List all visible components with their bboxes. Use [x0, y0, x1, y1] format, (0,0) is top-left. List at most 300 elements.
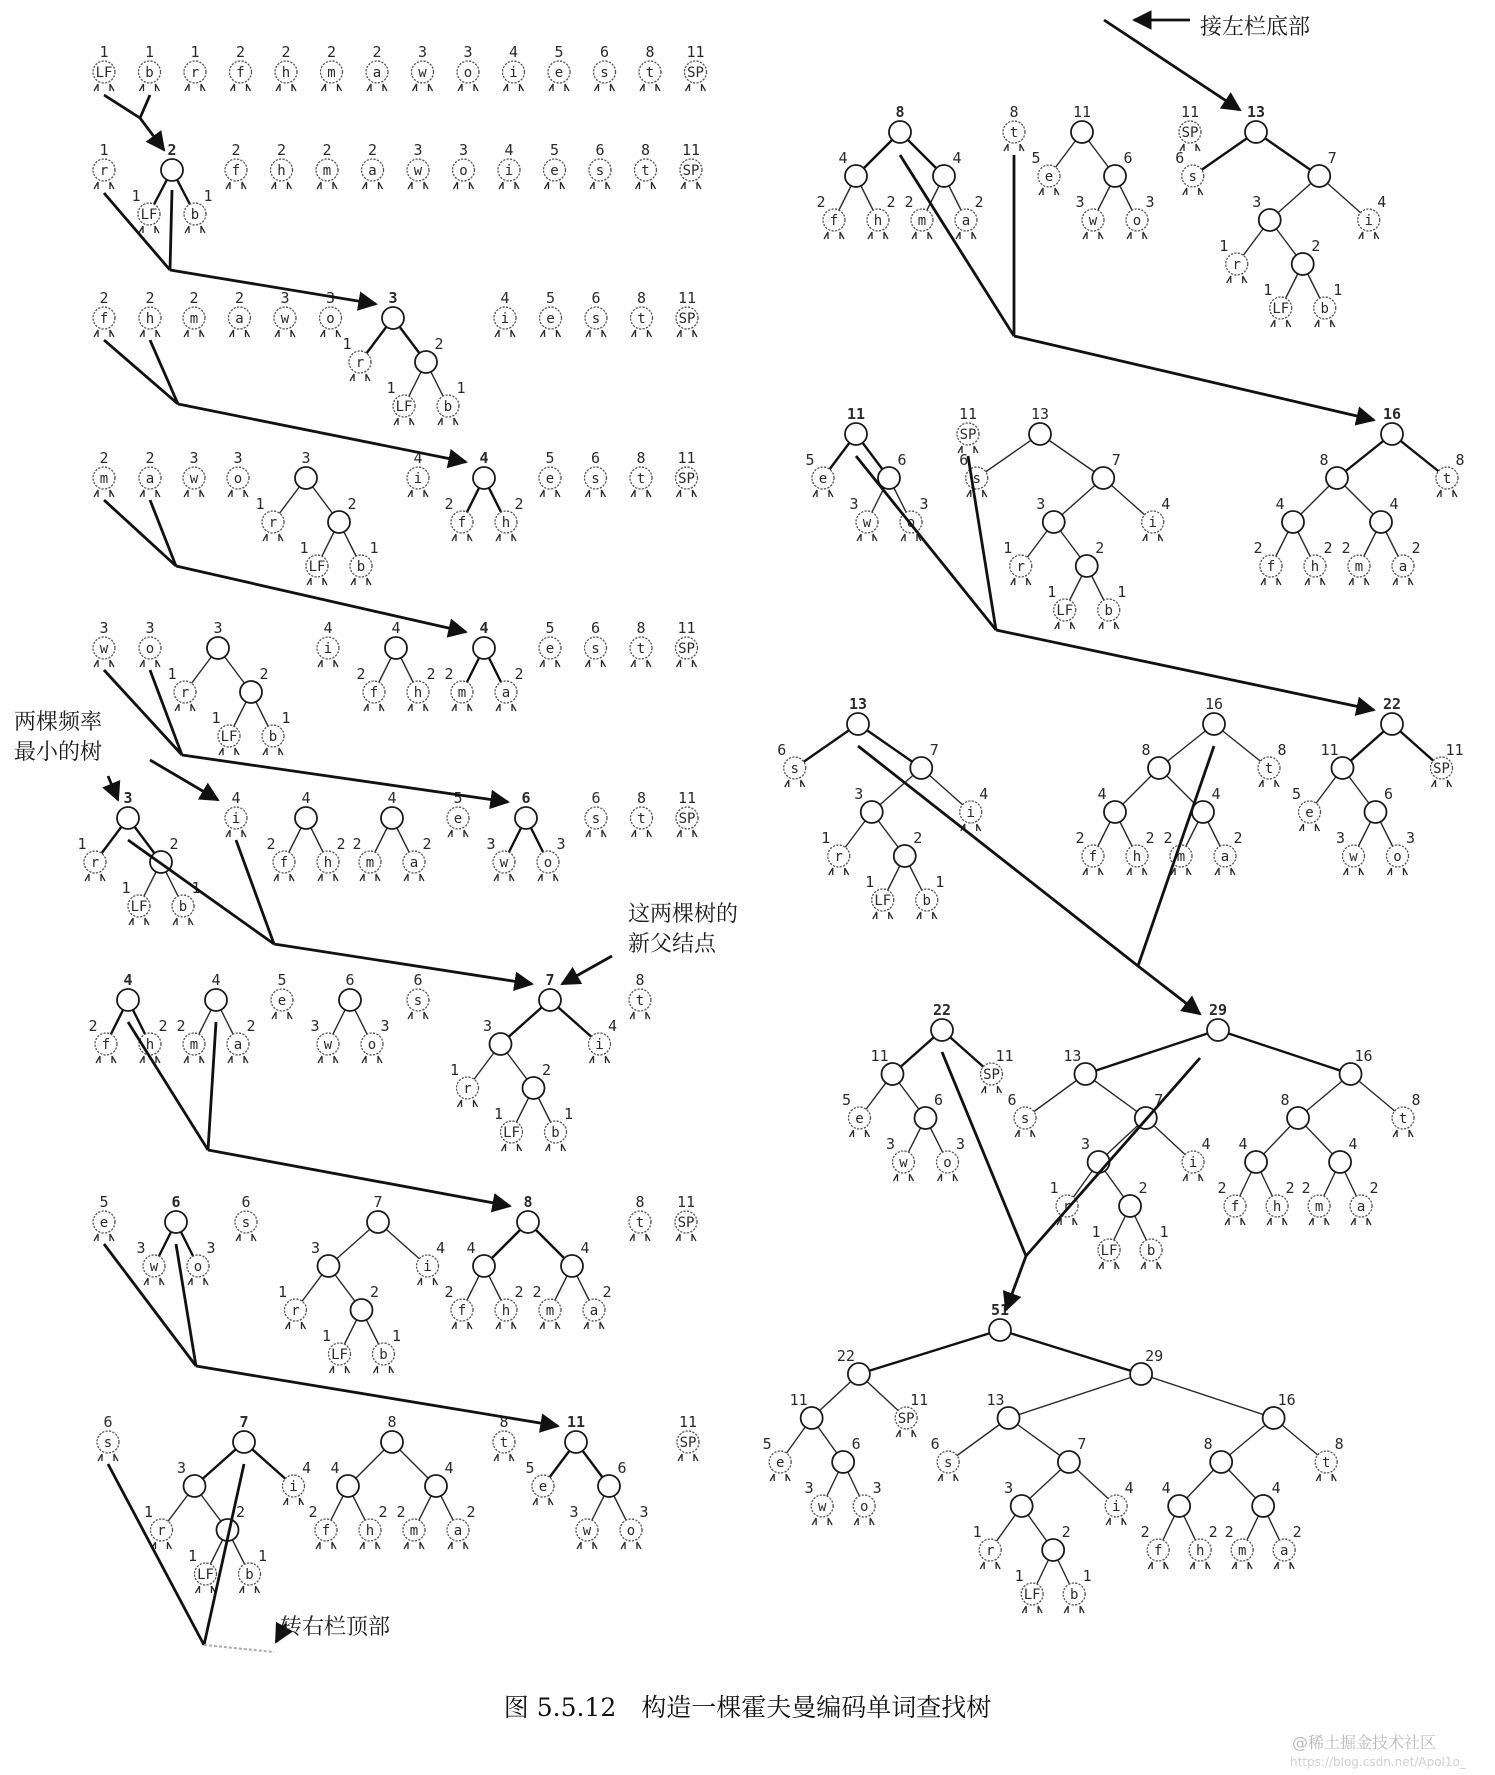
leaf-tail — [364, 704, 384, 711]
weight-label: 16 — [1382, 405, 1402, 423]
internal-node — [1252, 1495, 1274, 1517]
leaf-tail — [94, 490, 114, 497]
weight-label: 2 — [1138, 1179, 1148, 1197]
weight-label: 2 — [372, 43, 382, 61]
weight-label: 2 — [322, 141, 332, 159]
weight-label: 6 — [413, 971, 423, 989]
leaf-tail — [631, 490, 651, 497]
weight-label: 4 — [607, 1017, 618, 1035]
symbol-label: a — [453, 1523, 463, 1539]
merge-arrow-step7 — [208, 1022, 216, 1150]
weight-label: 2 — [1369, 1179, 1379, 1197]
symbol-label: r — [291, 1303, 300, 1319]
leaf-tail — [374, 1366, 394, 1373]
weight-label: 16 — [1354, 1047, 1373, 1065]
weight-label: 11 — [1445, 741, 1464, 759]
symbol-label: r — [463, 1081, 472, 1097]
weight-label: 2 — [1217, 1179, 1227, 1197]
weight-label: 3 — [206, 1239, 216, 1257]
symbol-label: a — [368, 163, 377, 179]
weight-label: 4 — [1348, 1135, 1358, 1153]
leaf-tail — [408, 704, 428, 711]
symbol-label: SP — [959, 427, 977, 443]
weight-label: 5 — [453, 789, 463, 807]
weight-label: 3 — [310, 1239, 321, 1257]
internal-node — [184, 1475, 206, 1497]
symbol-label: t — [1321, 1455, 1331, 1471]
leaf-tail — [140, 660, 160, 667]
weight-label: 4 — [979, 785, 989, 803]
weight-label: 8 — [895, 103, 905, 121]
weight-label: 2 — [378, 1503, 388, 1521]
internal-node — [339, 989, 361, 1011]
symbol-label: e — [855, 1111, 864, 1127]
tree-edge — [859, 1330, 1000, 1374]
leaf-tail — [1106, 1518, 1126, 1525]
leaf-tail — [184, 330, 204, 337]
weight-label: 11 — [846, 405, 866, 423]
symbol-label: w — [1088, 213, 1098, 229]
leaf-tail — [351, 578, 371, 585]
symbol-label: f — [457, 515, 467, 531]
leaf-tail — [1183, 188, 1203, 195]
internal-node — [117, 807, 139, 829]
internal-node — [915, 1107, 937, 1129]
leaf-tail — [226, 182, 246, 189]
leaf-tail — [586, 830, 606, 837]
pointer-new-parent — [562, 956, 612, 984]
leaf-tail — [850, 1130, 870, 1137]
weight-label: 11 — [677, 289, 697, 307]
watermark: @稀土掘金技术社区 — [1292, 1733, 1437, 1752]
weight-label: 5 — [841, 1091, 852, 1109]
weight-label: 29 — [1145, 1347, 1164, 1365]
leaf-tail — [1437, 490, 1457, 497]
weight-label: 11 — [686, 43, 705, 61]
internal-node — [295, 807, 317, 829]
symbol-label: r — [355, 355, 365, 371]
tree-edge — [1000, 1330, 1141, 1374]
weight-label: 4 — [413, 449, 423, 467]
weight-label: 11 — [676, 1193, 696, 1211]
symbol-label: b — [1146, 1243, 1156, 1259]
internal-node — [517, 1211, 539, 1233]
internal-node — [1210, 1451, 1232, 1473]
weight-label: 1 — [972, 1523, 982, 1541]
leaf-tail — [1227, 276, 1247, 283]
internal-node — [1282, 511, 1304, 533]
leaf-tail — [418, 1278, 438, 1285]
symbol-label: SP — [1181, 125, 1199, 141]
weight-label: 2 — [1095, 539, 1105, 557]
symbol-label: i — [500, 311, 510, 327]
symbol-label: LF — [874, 893, 892, 909]
leaf-tail — [813, 490, 833, 497]
leaf-tail — [1225, 1218, 1245, 1225]
weight-label: 11 — [870, 1047, 889, 1065]
internal-node — [1104, 165, 1126, 187]
weight-label: 6 — [777, 741, 787, 759]
symbol-label: h — [1195, 1543, 1205, 1559]
leaf-tail — [413, 84, 433, 91]
symbol-label: LF — [308, 559, 326, 575]
weight-label: 1 — [1333, 281, 1343, 299]
weight-label: 3 — [213, 619, 223, 637]
symbol-label: o — [543, 855, 553, 871]
weight-label: 2 — [1061, 1523, 1071, 1541]
weight-label: 4 — [500, 289, 510, 307]
weight-label: 1 — [821, 829, 831, 847]
leaf-tail — [546, 1144, 566, 1151]
internal-node — [473, 467, 495, 489]
weight-label: 2 — [1292, 1523, 1302, 1541]
weight-label: 2 — [167, 141, 177, 159]
weight-label: 7 — [1111, 451, 1121, 469]
weight-label: 13 — [848, 695, 868, 713]
weight-label: 2 — [1341, 539, 1351, 557]
weight-label: 2 — [514, 665, 524, 683]
weight-label: 2 — [276, 141, 287, 159]
weight-label: 4 — [508, 43, 519, 61]
internal-node — [1104, 801, 1126, 823]
symbol-label: r — [180, 685, 190, 701]
internal-node — [998, 1407, 1020, 1429]
weight-label: 6 — [930, 1435, 940, 1453]
symbol-label: w — [323, 1037, 333, 1053]
leaf-tail — [307, 578, 327, 585]
weight-label: 8 — [1277, 741, 1287, 759]
symbol-label: o — [326, 311, 335, 327]
leaf-tail — [499, 182, 519, 189]
symbol-label: w — [99, 641, 109, 657]
weight-label: 4 — [1161, 1479, 1171, 1497]
weight-label: 1 — [99, 141, 109, 159]
internal-node — [1245, 1151, 1267, 1173]
merge-arrow-step6 — [274, 944, 532, 984]
weight-label: 2 — [235, 43, 246, 61]
merge-arrow-step8 — [196, 1366, 558, 1426]
internal-node — [240, 681, 262, 703]
weight-label: 7 — [373, 1193, 383, 1211]
weight-label: 2 — [1301, 1179, 1311, 1197]
weight-label: 3 — [804, 1479, 814, 1497]
merge-arrow-step12 — [1138, 966, 1200, 1014]
symbol-label: f — [321, 1523, 331, 1539]
weight-label: 2 — [1224, 1523, 1234, 1541]
leaf-tail — [1393, 1130, 1413, 1137]
leaf-tail — [408, 1012, 428, 1019]
symbol-label: f — [279, 855, 289, 871]
weight-label: 4 — [211, 971, 221, 989]
internal-node — [1058, 1451, 1080, 1473]
symbol-label: w — [817, 1499, 827, 1515]
weight-label: 2 — [426, 665, 436, 683]
symbol-label: i — [413, 471, 423, 487]
symbol-label: LF — [331, 1347, 348, 1363]
internal-node — [1381, 713, 1403, 735]
weight-label: 3 — [556, 835, 566, 853]
leaf-tail — [632, 830, 652, 837]
weight-label: 2 — [444, 665, 454, 683]
symbol-label: a — [372, 65, 382, 81]
symbol-label: LF — [1272, 301, 1290, 317]
leaf-tail — [330, 1366, 350, 1373]
symbol-label: SP — [687, 65, 704, 81]
weight-label: 4 — [444, 1459, 454, 1477]
weight-label: 1 — [493, 1105, 504, 1123]
symbol-label: f — [101, 1037, 111, 1053]
internal-node — [328, 511, 350, 533]
weight-label: 5 — [545, 289, 556, 307]
weight-label: 8 — [1141, 741, 1151, 759]
symbol-label: SP — [897, 1411, 915, 1427]
symbol-label: r — [157, 1523, 166, 1539]
leaf-tail — [94, 84, 114, 91]
leaf-tail — [677, 660, 697, 667]
symbol-label: o — [463, 65, 473, 81]
internal-node — [473, 637, 495, 659]
weight-label: 8 — [387, 1413, 397, 1431]
weight-label: 3 — [388, 289, 398, 307]
weight-label: 3 — [280, 289, 290, 307]
merge-arrow-step12 — [1138, 746, 1214, 966]
internal-node — [1207, 1019, 1229, 1041]
leaf-tail — [540, 660, 560, 667]
symbol-label: LF — [1023, 1587, 1041, 1603]
leaf-tail — [854, 1518, 874, 1525]
weight-label: 1 — [281, 709, 291, 727]
weight-label: 1 — [203, 187, 213, 205]
leaf-tail — [404, 1542, 424, 1549]
weight-label: 8 — [1009, 103, 1019, 121]
weight-label: 3 — [1145, 193, 1155, 211]
leaf-tail — [129, 918, 149, 925]
merge-arrow-step1 — [140, 95, 150, 118]
leaf-tail — [533, 1498, 553, 1505]
leaf-tail — [496, 534, 516, 541]
internal-node — [381, 1431, 403, 1453]
weight-label: 1 — [1003, 539, 1013, 557]
weight-label: 1 — [1014, 1567, 1024, 1585]
leaf-tail — [94, 182, 114, 189]
weight-label: 6 — [959, 451, 969, 469]
symbol-label: t — [1442, 471, 1452, 487]
figure-caption: 图 5.5.12 构造一棵霍夫曼编码单词查找树 — [503, 1693, 992, 1722]
symbol-label: t — [499, 1435, 509, 1451]
internal-node — [1168, 1495, 1190, 1517]
weight-label: 2 — [347, 495, 357, 513]
weight-label: 2 — [1411, 539, 1421, 557]
weight-label: 6 — [599, 43, 610, 61]
leaf-tail — [677, 330, 697, 337]
weight-label: 5 — [99, 1193, 109, 1211]
leaf-tail — [367, 84, 387, 91]
symbol-label: t — [637, 311, 646, 327]
leaf-tail — [917, 912, 937, 919]
symbol-label: b — [1104, 603, 1113, 619]
weight-label: 1 — [1047, 583, 1057, 601]
symbol-label: t — [635, 993, 645, 1009]
weight-label: 1 — [143, 1503, 154, 1521]
leaf-tail — [896, 1430, 916, 1437]
weight-label: 3 — [301, 449, 311, 467]
symbol-label: t — [1264, 761, 1274, 777]
leaf-tail — [630, 1234, 650, 1241]
weight-label: 3 — [233, 449, 243, 467]
weight-label: 2 — [1285, 1179, 1295, 1197]
weight-label: 2 — [532, 1283, 542, 1301]
weight-label: 4 — [838, 149, 848, 167]
tree-edge — [1218, 1030, 1351, 1074]
internal-node — [832, 1451, 854, 1473]
symbol-label: s — [1020, 1111, 1030, 1127]
leaf-tail — [785, 780, 805, 787]
weight-label: 1 — [449, 1061, 460, 1079]
leaf-tail — [263, 748, 283, 755]
weight-label: 22 — [932, 1001, 952, 1019]
weight-label: 4 — [479, 449, 489, 467]
symbol-label: o — [233, 471, 243, 487]
leaf-tail — [139, 226, 159, 233]
symbol-label: LF — [395, 399, 413, 415]
symbol-label: a — [1356, 1199, 1366, 1215]
leaf-tail — [912, 232, 932, 239]
internal-node — [381, 807, 403, 829]
symbol-label: b — [190, 207, 200, 223]
weight-label: 2 — [1311, 237, 1321, 255]
internal-node — [1365, 801, 1387, 823]
weight-label: 5 — [525, 1459, 535, 1477]
symbol-label: f — [829, 213, 839, 229]
symbol-label: m — [1314, 1199, 1324, 1215]
weight-label: 4 — [387, 789, 397, 807]
internal-node — [1245, 121, 1267, 143]
symbol-label: a — [409, 855, 419, 871]
leaf-tail — [318, 1056, 338, 1063]
leaf-tail — [494, 874, 514, 881]
leaf-tail — [538, 874, 558, 881]
leaf-tail — [982, 1086, 1002, 1093]
leaf-tail — [219, 748, 239, 755]
symbol-label: SP — [983, 1067, 1000, 1083]
weight-label: 1 — [277, 1283, 288, 1301]
weight-label: 6 — [521, 789, 531, 807]
internal-node — [861, 801, 883, 823]
symbol-label: r — [834, 849, 843, 865]
weight-label: 8 — [636, 449, 646, 467]
leaf-tail — [586, 490, 606, 497]
leaf-tail — [85, 874, 105, 881]
symbol-label: f — [1153, 1543, 1163, 1559]
weight-label: 2 — [234, 289, 245, 307]
weight-label: 3 — [463, 43, 473, 61]
symbol-label: b — [145, 65, 154, 81]
weight-label: 1 — [935, 873, 945, 891]
internal-node — [207, 637, 229, 659]
leaf-tail — [824, 232, 844, 239]
symbol-label: f — [1230, 1199, 1240, 1215]
symbol-label: s — [790, 761, 799, 777]
symbol-label: h — [501, 515, 511, 531]
leaf-tail — [360, 874, 380, 881]
weight-label: 4 — [504, 141, 514, 159]
weight-label: 6 — [103, 1413, 113, 1431]
weight-label: 8 — [1203, 1435, 1213, 1453]
weight-label: 6 — [591, 289, 601, 307]
symbol-label: s — [972, 471, 981, 487]
symbol-label: w — [862, 515, 872, 531]
weight-label: 1 — [386, 379, 396, 397]
weight-label: 8 — [1411, 1091, 1421, 1109]
symbol-label: h — [873, 213, 883, 229]
symbol-label: m — [1354, 559, 1364, 575]
weight-label: 6 — [1007, 1091, 1017, 1109]
symbol-label: i — [289, 1479, 298, 1495]
leaf-tail — [502, 1144, 522, 1151]
internal-node — [1148, 757, 1170, 779]
weight-label: 22 — [1382, 695, 1402, 713]
internal-node — [1381, 423, 1403, 445]
watermark-url: https://blog.csdn.net/Apol1o_ — [1290, 1755, 1466, 1769]
merge-arrow-step6 — [236, 840, 274, 944]
leaf-tail — [956, 232, 976, 239]
weight-label: 3 — [1075, 193, 1085, 211]
weight-label: 4 — [330, 1459, 340, 1477]
leaf-tail — [458, 1100, 478, 1107]
leaf-tail — [228, 490, 248, 497]
leaf-tail — [363, 182, 383, 189]
weight-label: 3 — [1405, 829, 1416, 847]
tree-edge — [1009, 1374, 1142, 1418]
leaf-tail — [540, 1322, 560, 1329]
symbol-label: b — [178, 899, 188, 915]
symbol-label: r — [99, 163, 109, 179]
leaf-tail — [1141, 1262, 1161, 1269]
symbol-label: e — [1305, 805, 1314, 821]
weight-label: 2 — [1208, 1523, 1218, 1541]
weight-label: 1 — [121, 879, 131, 897]
weight-label: 8 — [1455, 451, 1465, 469]
symbol-label: h — [323, 855, 333, 871]
leaf-tail — [1232, 1562, 1252, 1569]
internal-node — [598, 1475, 620, 1497]
symbol-label: s — [591, 811, 601, 827]
leaf-tail — [1344, 868, 1364, 875]
symbol-label: t — [1009, 125, 1019, 141]
leaf-tail — [1271, 320, 1291, 327]
leaf-tail — [496, 1322, 516, 1329]
symbol-label: s — [595, 163, 605, 179]
leaf-tail — [275, 330, 295, 337]
weight-label: 16 — [1277, 1391, 1296, 1409]
weight-label: 6 — [591, 789, 601, 807]
merge-arrow-step4 — [150, 500, 176, 566]
symbol-label: t — [641, 163, 650, 179]
symbol-label: LF — [220, 729, 238, 745]
internal-node — [165, 1211, 187, 1233]
weight-label: 1 — [1159, 1223, 1169, 1241]
symbol-label: SP — [678, 471, 695, 487]
weight-label: 13 — [1030, 405, 1050, 423]
weight-label: 11 — [677, 619, 696, 637]
symbol-label: r — [268, 515, 278, 531]
leaf-tail — [1011, 578, 1031, 585]
merge-arrow-step1 — [104, 95, 140, 118]
leaf-tail — [1309, 1218, 1329, 1225]
weight-label: 1 — [1082, 1567, 1092, 1585]
weight-label: 3 — [885, 1135, 896, 1153]
weight-label: 1 — [563, 1105, 574, 1123]
